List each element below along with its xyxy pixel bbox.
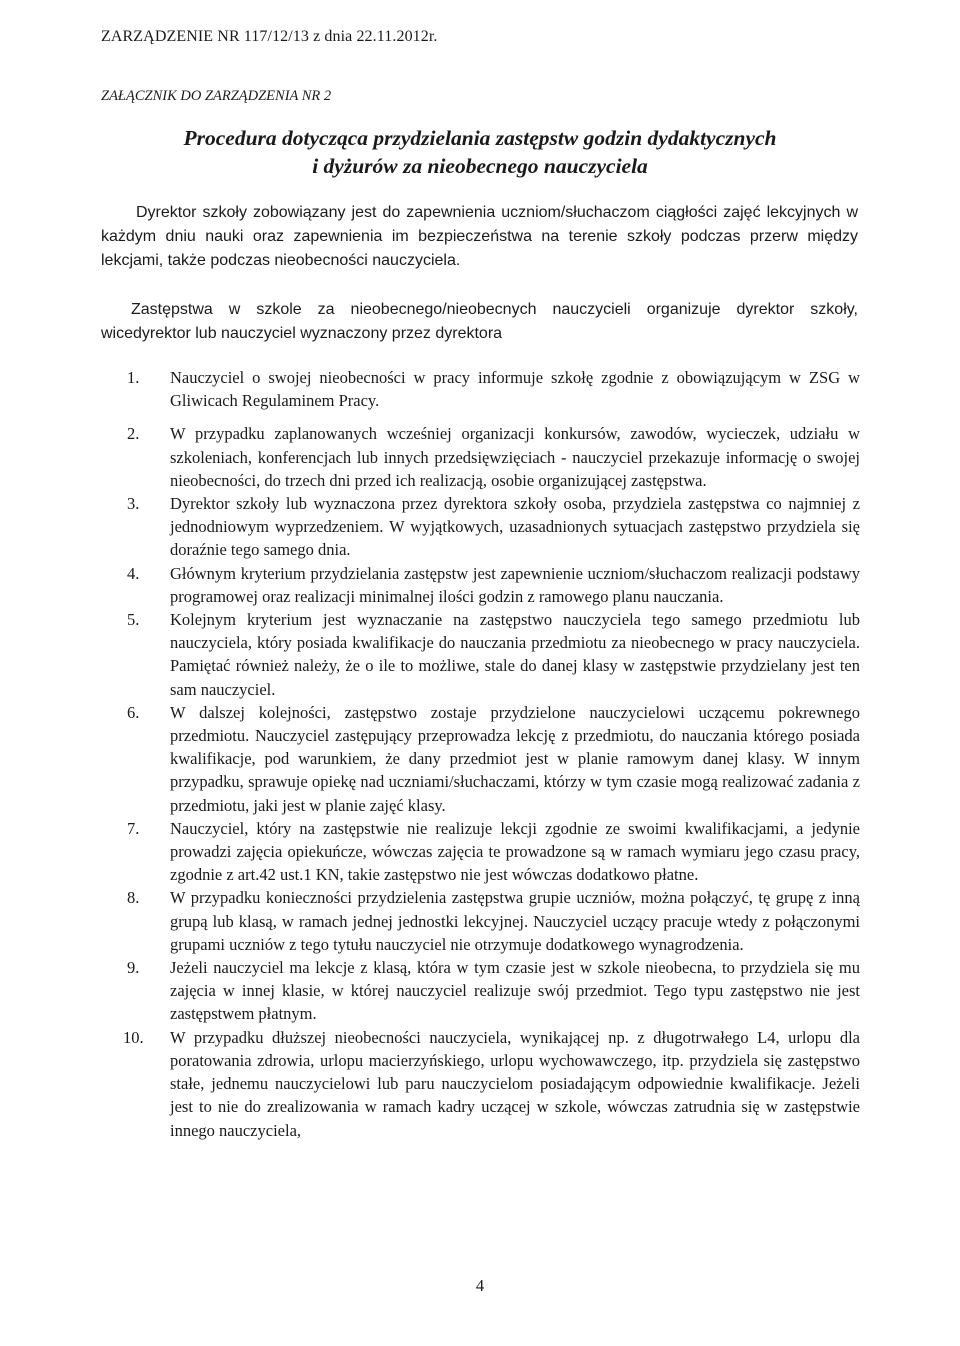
item-number: 6. bbox=[127, 702, 140, 722]
ordinance-header: ZARZĄDZENIE NR 117/12/13 z dnia 22.11.2012r. bbox=[101, 28, 438, 45]
item-text: W przypadku zaplanowanych wcześniej organizacji konkursów, zawodów, wycieczek, udziału w szkoleniach, konferencjach lub innych przedsięwzięciach - nauczyciel przekazuje informację o swojej nieobecności, do trzech dni przed ich realizacją, osobie organizującej zastępstwa. bbox=[170, 424, 860, 490]
list-item bbox=[127, 886, 860, 956]
item-text: Dyrektor szkoły lub wyznaczona przez dyrektora szkoły osoba, przydziela zastępstwa co najmniej z jednodniowym wyprzedzeniem. W wyjątkowych, uzasadnionych sytuacjach zastępstwo przydziela się doraźnie tego samego dnia. bbox=[170, 494, 860, 560]
item-number: 9. bbox=[127, 958, 140, 978]
list-item bbox=[127, 608, 860, 701]
item-text: W przypadku konieczności przydzielenia zastępstwa grupie uczniów, można połączyć, tę grupę z inną grupą lub klasą, w ramach jednej jednostki lekcyjnej. Nauczyciel uczący pracuje wtedy z połączonymi grupami uczniów z tego tytułu nauczyciel nie otrzymuje dodatkowego wynagrodzenia. bbox=[170, 888, 860, 954]
item-number: 4. bbox=[127, 563, 140, 583]
document-title bbox=[100, 124, 860, 180]
item-number: 3. bbox=[127, 494, 140, 514]
intro-paragraph-1: Dyrektor szkoły zobowiązany jest do zapewnienia uczniom/słuchaczom ciągłości zajęć lekcyjnych w każdym dniu nauki oraz zapewnienia im bezpieczeństwa na terenie szkoły podczas przerw między lekcjami, także podczas nieobecności nauczyciela. bbox=[101, 204, 858, 269]
title-line-1: Procedura dotycząca przydzielania zastępstw godzin dydaktycznych bbox=[183, 126, 777, 150]
page-number: 4 bbox=[475, 1276, 485, 1295]
item-number: 5. bbox=[127, 610, 140, 630]
list-item bbox=[127, 817, 860, 887]
item-text: Nauczyciel o swojej nieobecności w pracy informuje szkołę zgodnie z obowiązującym w ZSG w Gliwicach Regulaminem Pracy. bbox=[170, 368, 860, 411]
list-item bbox=[123, 1026, 860, 1142]
item-text: W dalszej kolejności, zastępstwo zostaje przydzielone nauczycielowi uczącemu pokrewnego przedmiotu. Nauczyciel zastępujący przeprowadza lekcję z przedmiotu, do nauczania którego posiada kwalifikacje, pod warunkiem, że dany przedmiot jest w planie ramowym danej klasy. W innym przypadku, sprawuje opiekę nad uczniami/słuchaczami, którzy w tym czasie mogą realizować zadania z przedmiotu, jaki jest w planie zajęć klasy. bbox=[170, 702, 860, 815]
list-item bbox=[127, 366, 860, 412]
item-text: Jeżeli nauczyciel ma lekcje z klasą, która w tym czasie jest w szkole nieobecna, to przydziela się mu zajęcia w innej klasie, w której nauczyciel realizuje swój przedmiot. Tego typu zastępstwo nie jest zastępstwem płatnym. bbox=[170, 958, 860, 1024]
title-line-2: i dyżurów za nieobecnego nauczyciela bbox=[312, 154, 648, 178]
list-item bbox=[127, 956, 860, 1026]
list-item bbox=[127, 701, 860, 817]
list-item bbox=[127, 422, 860, 492]
item-number: 7. bbox=[127, 818, 140, 838]
item-number: 8. bbox=[127, 888, 140, 908]
item-text: Kolejnym kryterium jest wyznaczanie na zastępstwo nauczyciela tego samego przedmiotu lub nauczyciela, który posiada kwalifikacje do nauczania przedmiotu za nieobecnego w pracy nauczyciela. Pamiętać również należy, że o ile to możliwe, stale do danej klasy w zastępstwie przydzielany jest ten sam nauczyciel. bbox=[170, 610, 860, 699]
item-number: 1. bbox=[127, 368, 140, 387]
item-text: Głównym kryterium przydzielania zastępstw jest zapewnienie uczniom/słuchaczom realizacji podstawy programowej oraz realizacji minimalnej ilości godzin z ramowego planu nauczania. bbox=[170, 563, 860, 606]
item-text: Nauczyciel, który na zastępstwie nie realizuje lekcji zgodnie ze swoimi kwalifikacjami, a jedynie prowadzi zajęcia opiekuńcze, wówczas zajęcia te prowadzone są w ramach wymiaru jego czasu pracy, zgodnie z art.42 ust.1 KN, takie zastępstwo nie jest wówczas dodatkowo płatne. bbox=[170, 818, 860, 885]
item-number: 10. bbox=[123, 1027, 144, 1047]
list-item bbox=[127, 492, 860, 562]
intro-paragraph-2: Zastępstwa w szkole za nieobecnego/nieobecnych nauczycieli organizuje dyrektor szkoły, wicedyrektor lub nauczyciel wyznaczony przez dyrektora bbox=[101, 301, 858, 342]
item-number: 2. bbox=[127, 424, 140, 444]
list-item bbox=[127, 562, 860, 608]
attachment-label: ZAŁĄCZNIK DO ZARZĄDZENIA NR 2 bbox=[101, 88, 332, 104]
procedure-list bbox=[123, 366, 860, 1142]
item-text: W przypadku dłuższej nieobecności nauczyciela, wynikającej np. z długotrwałego L4, urlopu dla poratowania zdrowia, urlopu macierzyńskiego, urlopu wychowawczego, itp. przydziela się zastępstwo stałe, jednemu nauczycielowi lub paru nauczycielom posiadającym odpowiednie kwalifikacje. Jeżeli jest to nie do zrealizowania w ramach kadry uczącej w szkole, wówczas zatrudnia się w zastępstwie innego nauczyciela, bbox=[170, 1027, 860, 1140]
